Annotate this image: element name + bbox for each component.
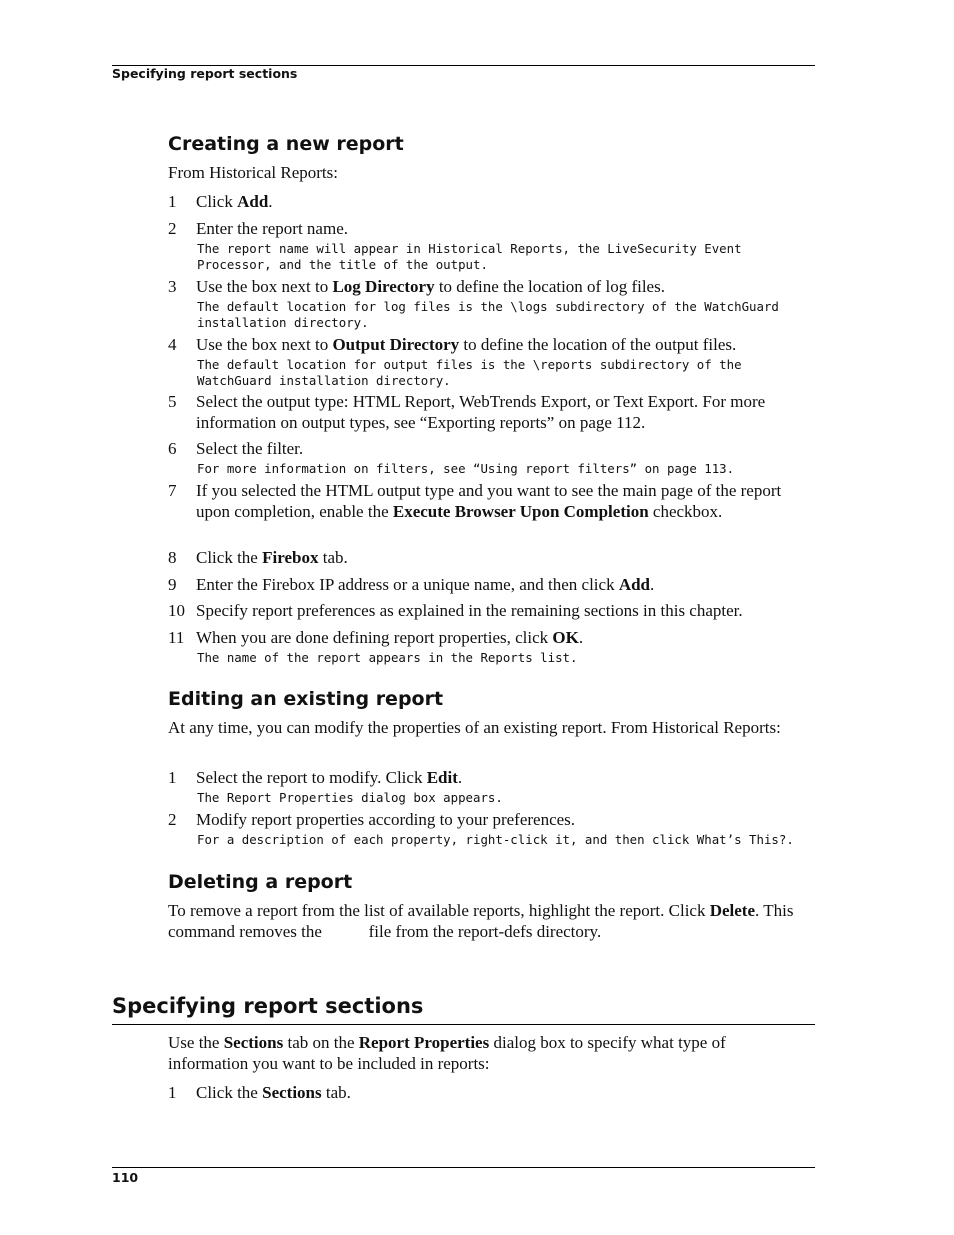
step-text-pre: Select the output type: HTML Report, WebTrends Export, or Text Export. For more information on output types, see “Exporting reports” on page 112. — [196, 392, 766, 432]
step-text-post: tab. — [318, 548, 348, 567]
step-item — [168, 601, 808, 622]
running-header: Specifying report sections — [112, 66, 298, 81]
step-item — [168, 1083, 808, 1104]
sections-intro-pre: Use the — [168, 1033, 224, 1052]
heading-editing: Editing an existing report — [168, 688, 444, 710]
step-note: The Report Properties dialog box appears. — [197, 789, 503, 805]
step-text-pre: Enter the report name. — [196, 219, 348, 238]
step-text — [196, 601, 808, 622]
step-number: 6 — [168, 439, 177, 458]
step-text — [196, 575, 808, 596]
step-number: 1 — [168, 768, 177, 787]
step-text-pre: Modify report properties according to your preferences. — [196, 810, 576, 829]
step-text — [196, 335, 808, 356]
step-text-post: to define the location of log files. — [434, 277, 665, 296]
step-text-pre: Specify report preferences as explained in the remaining sections in this chapter. — [196, 601, 743, 620]
step-number: 5 — [168, 392, 177, 411]
step-text-post: . — [268, 192, 273, 211]
step-text-bold: Execute Browser Upon Completion — [392, 501, 649, 521]
editing-intro: At any time, you can modify the properties of an existing report. From Historical Reports: — [168, 718, 781, 737]
creating-intro: From Historical Reports: — [168, 163, 338, 182]
step-text — [196, 548, 808, 569]
step-item — [168, 768, 808, 806]
step-item — [168, 392, 808, 433]
step-text — [196, 219, 808, 240]
step-text-pre: Select the filter. — [196, 439, 304, 458]
step-note: The default location for log files is the \logs subdirectory of the WatchGuard installation directory. — [197, 298, 779, 330]
step-text-pre: Use the box next to — [196, 335, 333, 354]
deleting-text-post: . This command removes the file from the report-defs directory. — [168, 901, 794, 941]
section-rule — [112, 1024, 815, 1025]
step-number: 3 — [168, 277, 177, 296]
step-text-post: to define the location of the output files. — [459, 335, 737, 354]
step-item — [168, 481, 808, 522]
step-text-bold: Add — [618, 575, 651, 594]
step-text-post: . — [650, 575, 655, 594]
step-text-pre: Enter the Firebox IP address or a unique name, and then click — [196, 575, 619, 594]
deleting-bold: Delete — [709, 901, 756, 920]
step-number: 2 — [168, 219, 177, 238]
step-text-bold: Output Directory — [332, 335, 460, 354]
step-item — [168, 335, 808, 389]
page-number: 110 — [112, 1170, 139, 1185]
step-number: 1 — [168, 1083, 177, 1102]
step-text — [196, 768, 808, 789]
sections-intro — [168, 1033, 808, 1074]
step-number: 9 — [168, 575, 177, 594]
step-text-bold: OK — [552, 628, 579, 647]
deleting-text-pre: To remove a report from the list of available reports, highlight the report. Click — [168, 901, 710, 920]
step-number: 8 — [168, 548, 177, 567]
sections-intro-post: dialog box to specify what type of information you want to be included in reports: — [168, 1033, 726, 1073]
step-text — [196, 439, 808, 460]
sections-intro-bold1: Sections — [223, 1033, 284, 1052]
footer-rule — [112, 1167, 815, 1168]
step-item — [168, 628, 808, 666]
step-text-post: . — [457, 768, 463, 787]
step-text — [196, 277, 808, 298]
step-item — [168, 219, 808, 273]
step-text — [196, 192, 808, 213]
step-text — [196, 1083, 808, 1104]
step-item — [168, 192, 808, 213]
step-item — [168, 810, 808, 848]
step-text — [196, 628, 808, 649]
step-text-pre: Select the report to modify. Click — [196, 768, 427, 787]
step-item — [168, 277, 808, 331]
step-note: The report name will appear in Historical Reports, the LiveSecurity Event Processor, and the title of the output. — [197, 240, 742, 272]
step-text-bold: Sections — [262, 1083, 322, 1102]
step-text-pre: Use the box next to — [196, 277, 333, 296]
step-number: 4 — [168, 335, 177, 354]
step-note: The default location for output files is the \reports subdirectory of the WatchGuard installation directory. — [197, 356, 742, 388]
deleting-text — [168, 901, 808, 942]
step-text — [196, 810, 808, 831]
step-note: For a description of each property, right-click it, and then click What’s This?. — [197, 831, 794, 847]
step-text-post: . — [578, 628, 584, 647]
step-text — [196, 392, 808, 433]
step-text-pre: Click — [196, 192, 238, 211]
step-text-bold: Firebox — [262, 548, 319, 567]
step-text-pre: Click the — [196, 1083, 263, 1102]
heading-creating: Creating a new report — [168, 133, 404, 155]
step-item — [168, 548, 808, 569]
step-text-pre: Click the — [196, 548, 263, 567]
step-item — [168, 439, 808, 477]
step-text-pre: If you selected the HTML output type and you want to see the main page of the report upon completion, enable the — [196, 481, 782, 521]
step-number: 1 — [168, 192, 177, 211]
step-text — [196, 481, 808, 522]
step-text-bold: Add — [237, 192, 269, 211]
step-note: For more information on filters, see “Using report filters” on page 113. — [197, 460, 735, 476]
sections-intro-mid: tab on the — [283, 1033, 359, 1052]
step-text-post: checkbox. — [648, 501, 723, 521]
step-item — [168, 575, 808, 596]
step-number: 10 — [168, 601, 185, 620]
heading-deleting: Deleting a report — [168, 871, 353, 893]
step-text-bold: Log Directory — [332, 277, 435, 296]
step-text-post: tab. — [321, 1083, 351, 1102]
step-number: 7 — [168, 481, 177, 500]
heading-sections: Specifying report sections — [112, 994, 424, 1018]
step-text-pre: When you are done defining report properties, click — [196, 628, 553, 647]
sections-intro-bold2: Report Properties — [358, 1033, 490, 1052]
step-number: 2 — [168, 810, 177, 829]
step-number: 11 — [168, 628, 185, 647]
step-note: The name of the report appears in the Reports list. — [197, 649, 578, 665]
step-text-bold: Edit — [426, 768, 458, 787]
